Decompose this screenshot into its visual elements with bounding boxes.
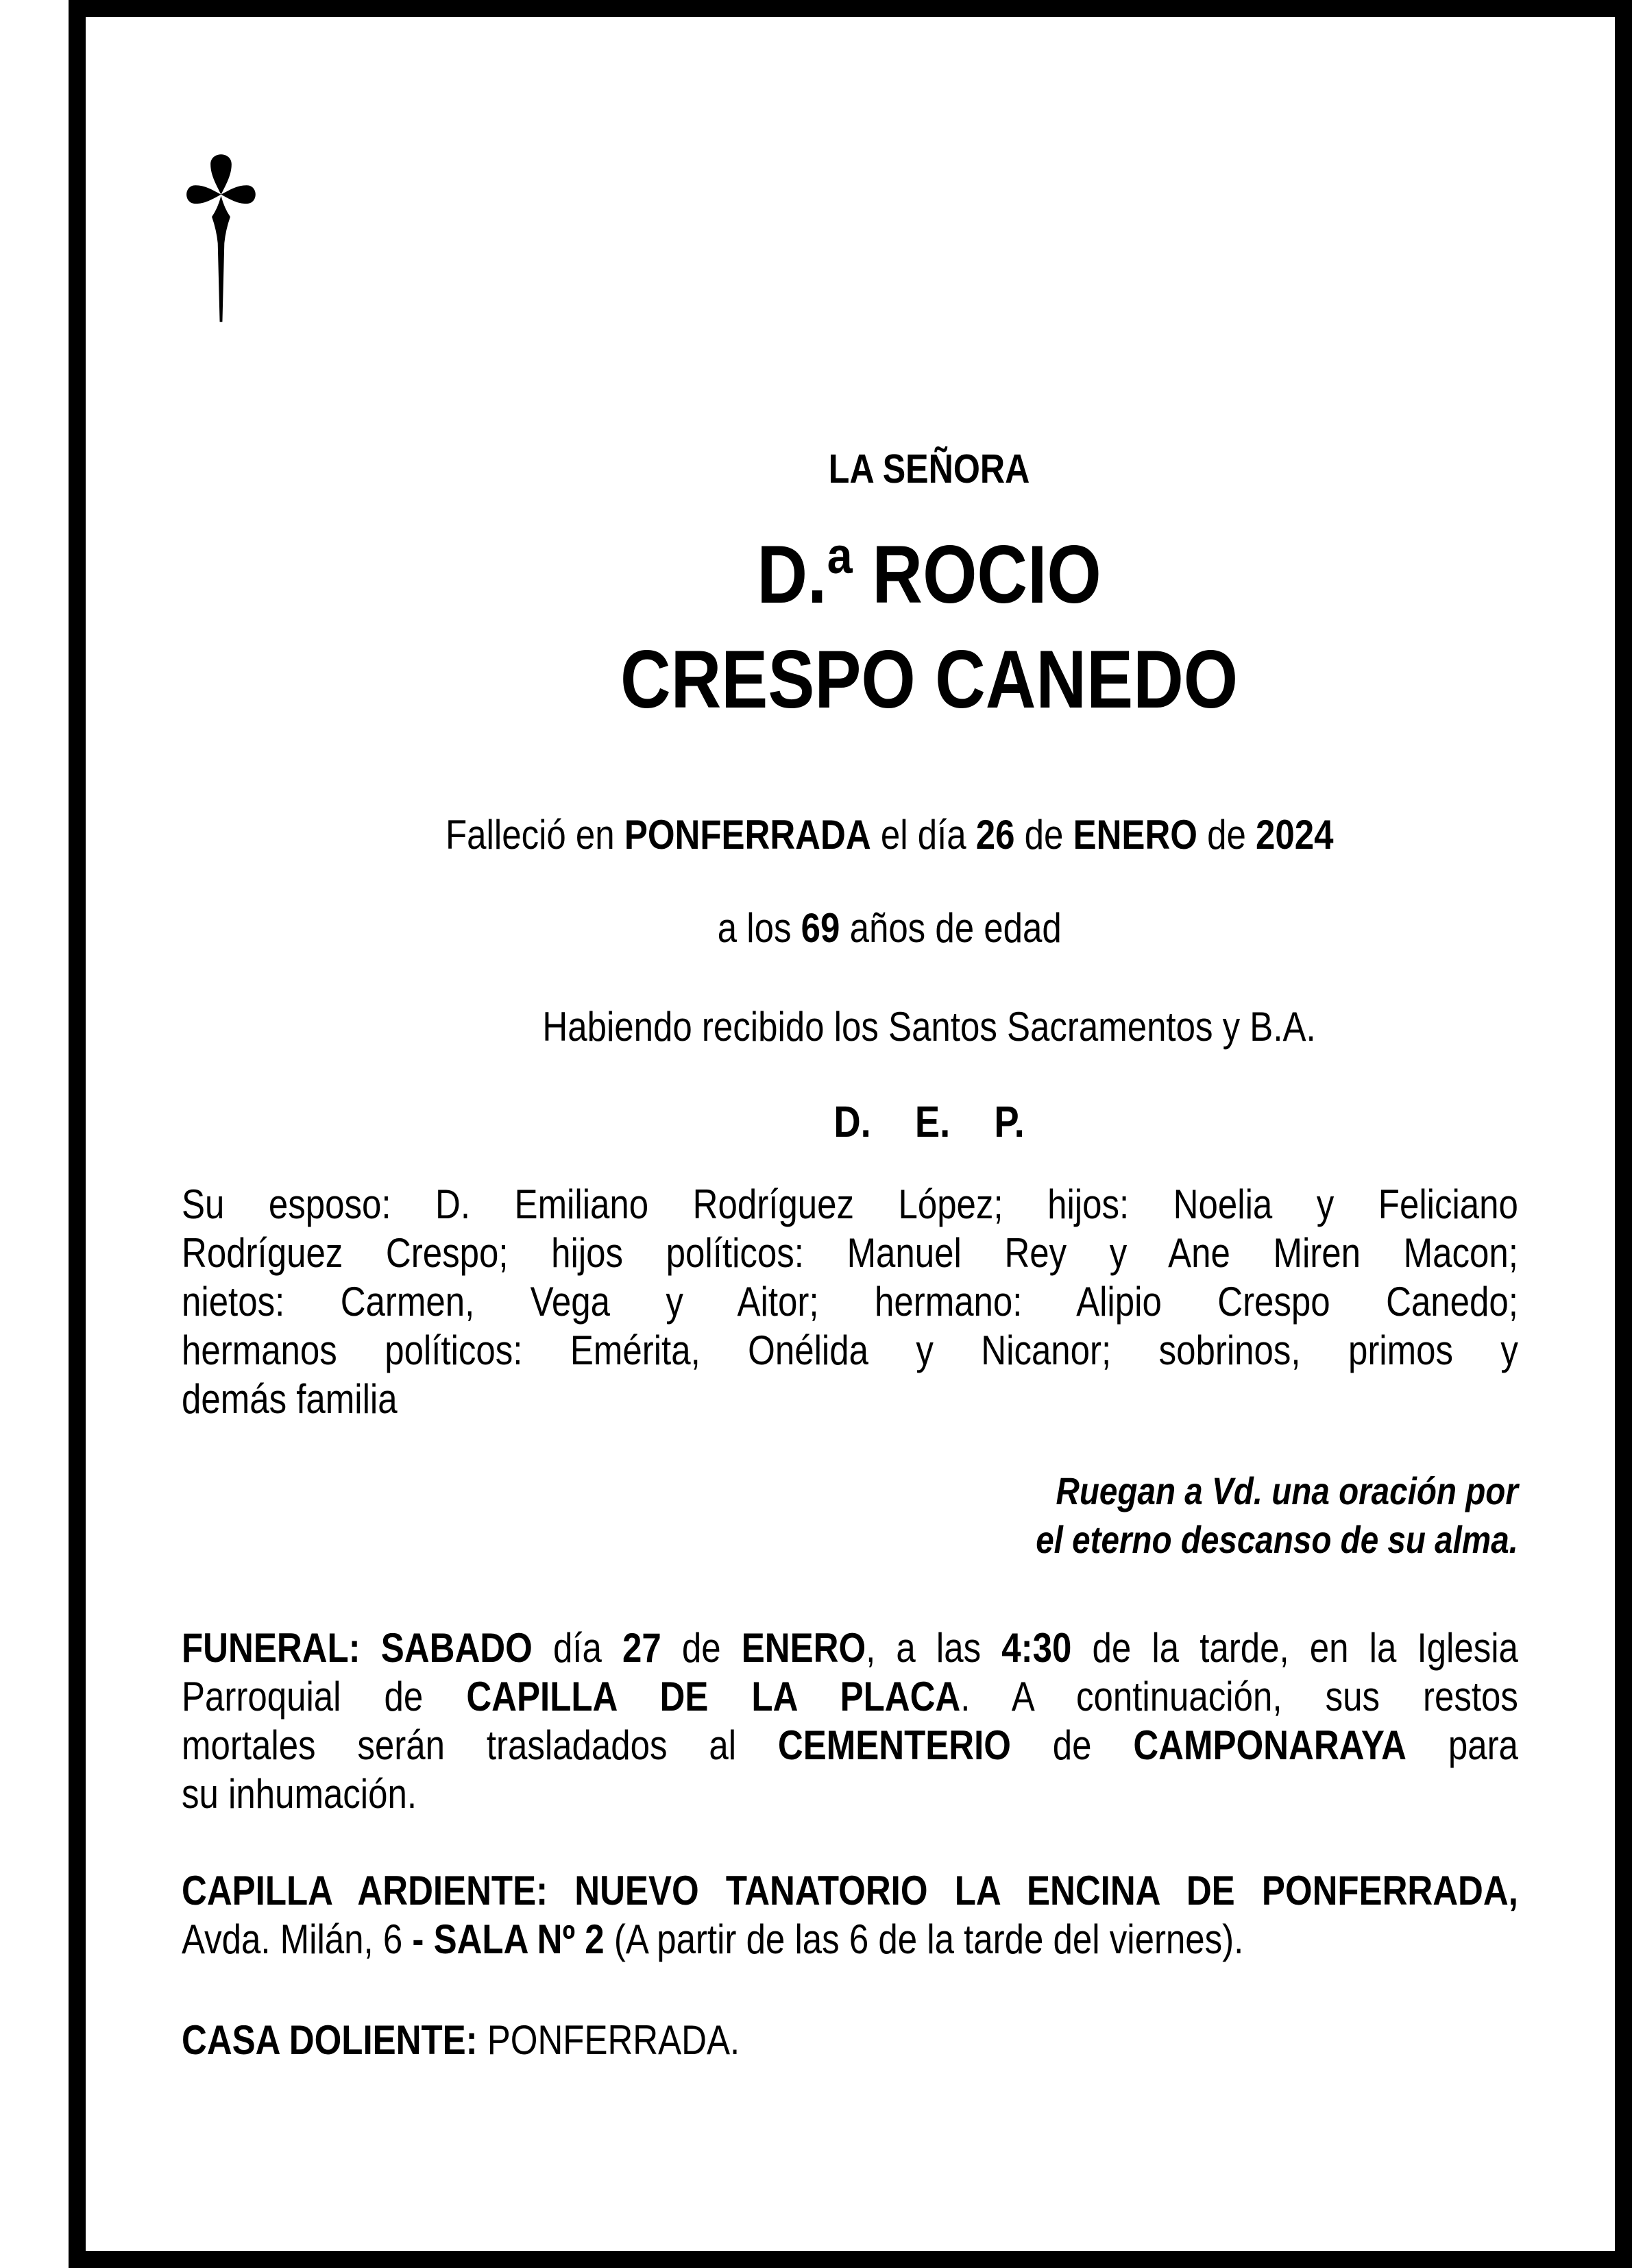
name-text-2: CRESPO CANEDO [620, 634, 1239, 725]
dep-abbreviation: D. E. P. [833, 1097, 1025, 1146]
prayer-request: Ruegan a Vd. una oración por el eterno descanso de su alma. [1036, 1469, 1518, 1561]
sacraments-line: Habiendo recibido los Santos Sacramentos y B.A. [542, 1004, 1316, 1050]
funeral-details-paragraph: FUNERAL: SABADO día 27 de ENERO, a las 4:30 de la tarde, en la Iglesia Parroquial de CAPILLA DE LA PLACA. A continuación, sus restos mortales serán trasladados al CEMENTERIO de CAMPONARAYA para su inhumación. [182, 1625, 1518, 1817]
deceased-name-line-2 [182, 635, 1518, 724]
name-text-1: D.ª ROCIO [757, 529, 1101, 620]
honorific-text: LA SEÑORA [828, 446, 1030, 492]
deceased-honorific [182, 445, 1518, 493]
family-paragraph: Su esposo: D. Emiliano Rodríguez López; hijos: Noelia y Feliciano Rodríguez Crespo; hijos políticos: Manuel Rey y Ane Miren Macon; nietos: Carmen, Vega y Aitor; hermano: Alipio Crespo Canedo; hermanos políticos: Emérita, Onélida y Nicanor; sobrinos, primos y demás familia [182, 1181, 1518, 1422]
deceased-name-line-1 [182, 530, 1518, 619]
death-place-date-line: Falleció en PONFERRADA el día 26 de ENERO de 2024 [446, 812, 1334, 858]
age-line: a los 69 años de edad [717, 905, 1062, 951]
memorial-cross-icon [182, 139, 260, 335]
mourning-house-line: CASA DOLIENTE: PONFERRADA. [182, 2017, 740, 2063]
mourning-border-frame [69, 0, 1632, 2268]
chapel-details-paragraph: CAPILLA ARDIENTE: NUEVO TANATORIO LA ENCINA DE PONFERRADA, Avda. Milán, 6 - SALA Nº 2 (A partir de las 6 de la tarde del viernes). [182, 1868, 1518, 1962]
